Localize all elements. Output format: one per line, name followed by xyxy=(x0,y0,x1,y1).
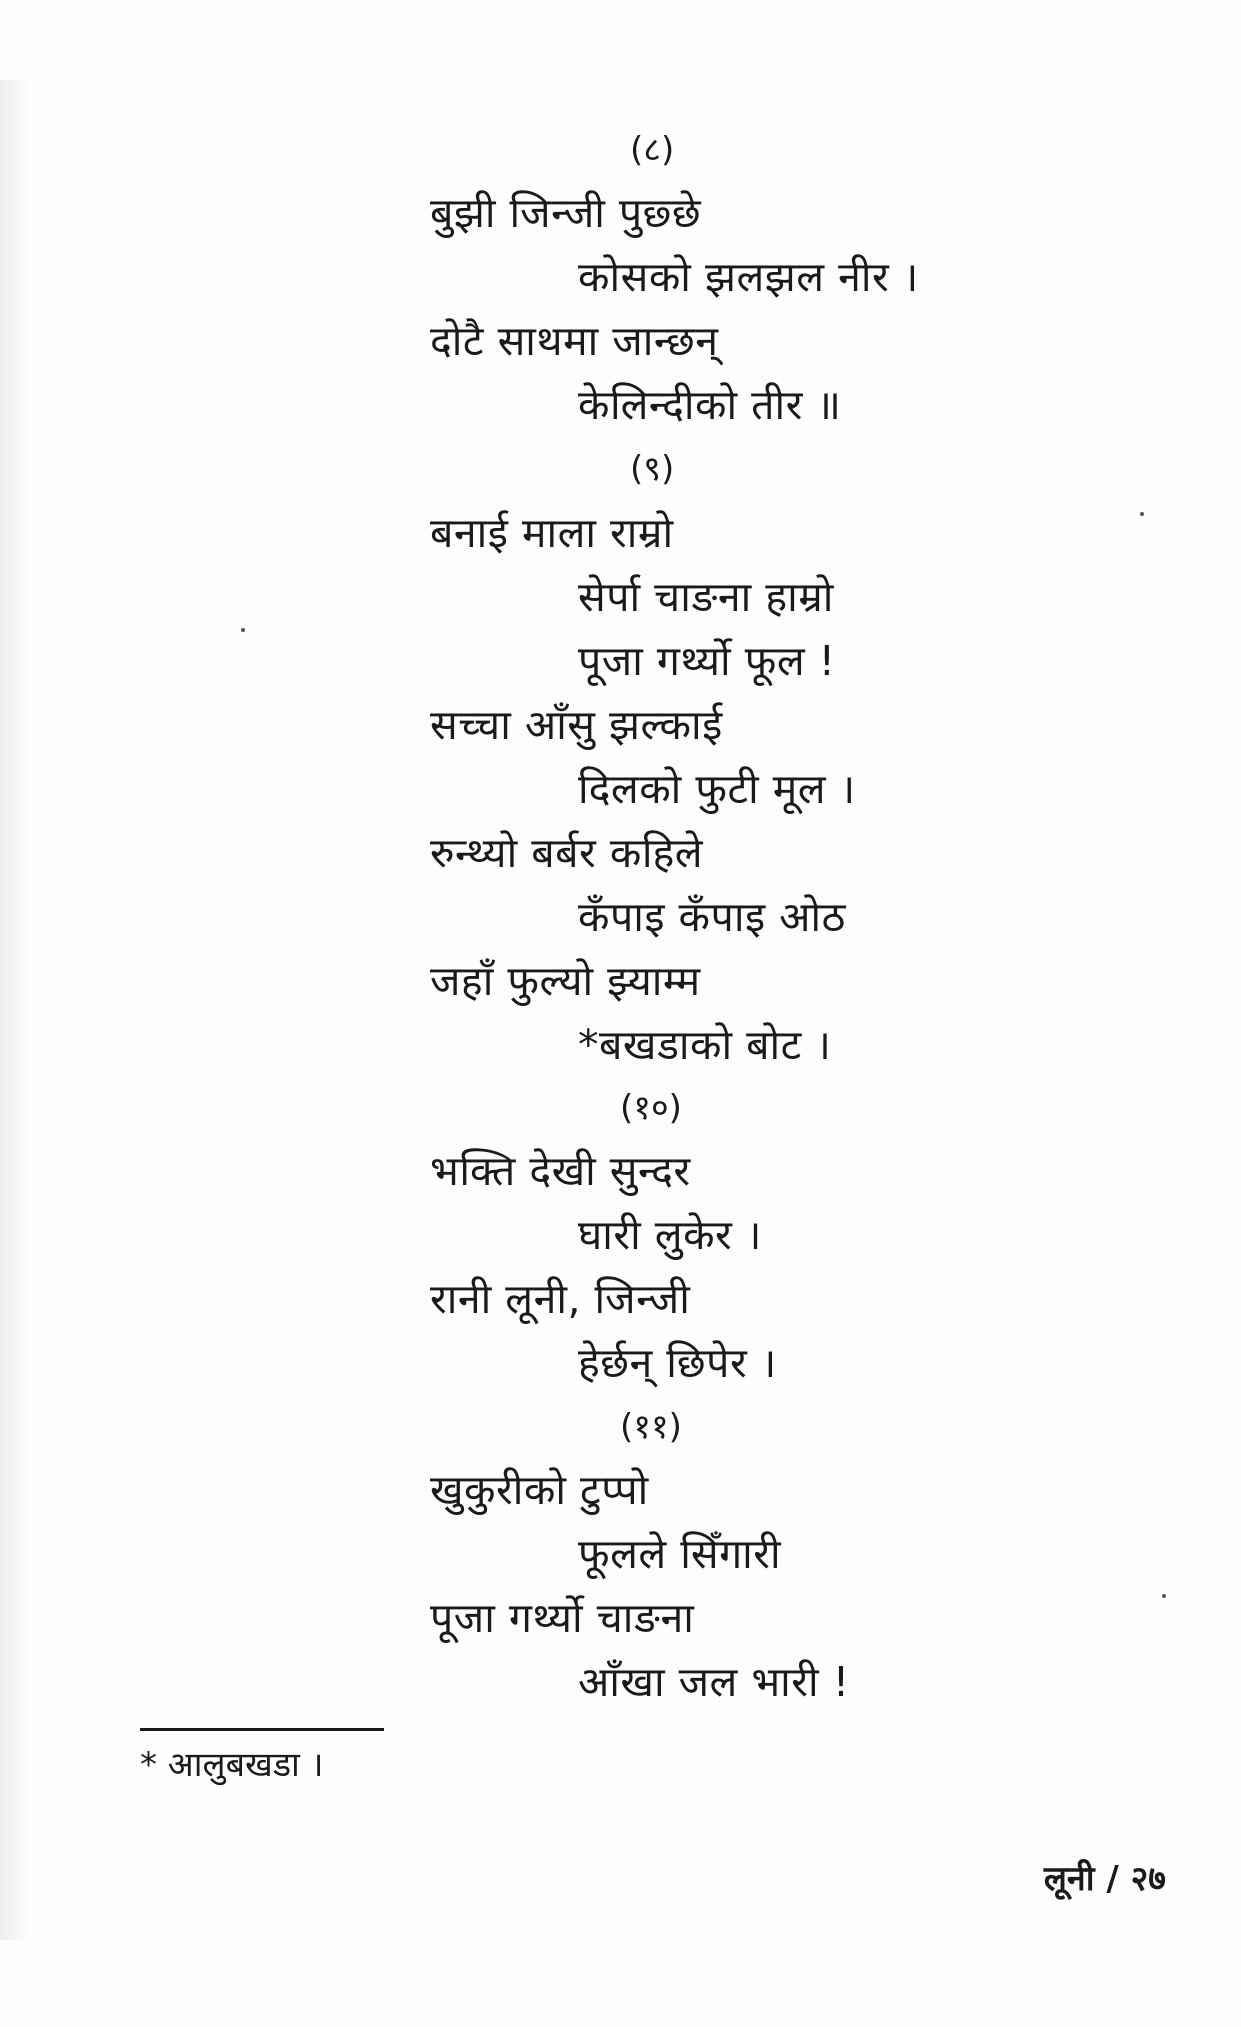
poem-line: कोसको झलझल नीर । xyxy=(578,253,919,301)
verse-number: (९) xyxy=(630,449,675,489)
poem-line: घारी लुकेर । xyxy=(578,1211,762,1259)
poem-line: खुकुरीको टुप्पो xyxy=(430,1466,649,1514)
poem-line: *बखडाको बोट । xyxy=(578,1021,832,1069)
poem-line: बुझी जिन्जी पुछ्छे xyxy=(430,189,702,237)
scan-speck xyxy=(241,628,245,632)
poem-line: दिलको फुटी मूल । xyxy=(578,765,856,813)
poem-line: पूजा गर्थ्यो चाङना xyxy=(430,1594,695,1642)
poem-line: सेर्पा चाङना हाम्रो xyxy=(578,573,834,621)
poem-line: सच्चा आँसु झल्काई xyxy=(430,701,723,749)
poem-line: रानी लूनी, जिन्जी xyxy=(430,1275,691,1323)
poem-line: जहाँ फुल्यो झ्याम्म xyxy=(430,957,701,1005)
scan-speck xyxy=(1140,512,1144,516)
poem-line: कँपाइ कँपाइ ओठ xyxy=(578,893,846,941)
poem-line: रुन्थ्यो बर्बर कहिले xyxy=(430,829,704,877)
scan-shadow xyxy=(0,80,30,1940)
scan-speck xyxy=(1162,1594,1166,1598)
poem-line: हेर्छन् छिपेर । xyxy=(578,1339,777,1387)
footnote-rule xyxy=(140,1728,384,1731)
poem-line: केलिन्दीको तीर ॥ xyxy=(578,381,842,429)
poem-line: भक्ति देखी सुन्दर xyxy=(430,1147,691,1195)
verse-number: (११) xyxy=(620,1407,682,1447)
verse-number: (१०) xyxy=(620,1088,682,1128)
poem-line: फूलले सिँगारी xyxy=(578,1530,782,1578)
poem-line: पूजा गर्थ्यो फूल ! xyxy=(578,637,836,685)
poem-line: आँखा जल भारी ! xyxy=(578,1658,850,1706)
page-footer: लूनी / २७ xyxy=(1043,1859,1166,1899)
poem-line: बनाई माला राम्रो xyxy=(430,509,674,557)
verse-number: (८) xyxy=(630,130,675,170)
footnote: * आलुबखडा । xyxy=(140,1745,324,1785)
poem-line: दोटै साथमा जान्छन् xyxy=(430,317,719,365)
